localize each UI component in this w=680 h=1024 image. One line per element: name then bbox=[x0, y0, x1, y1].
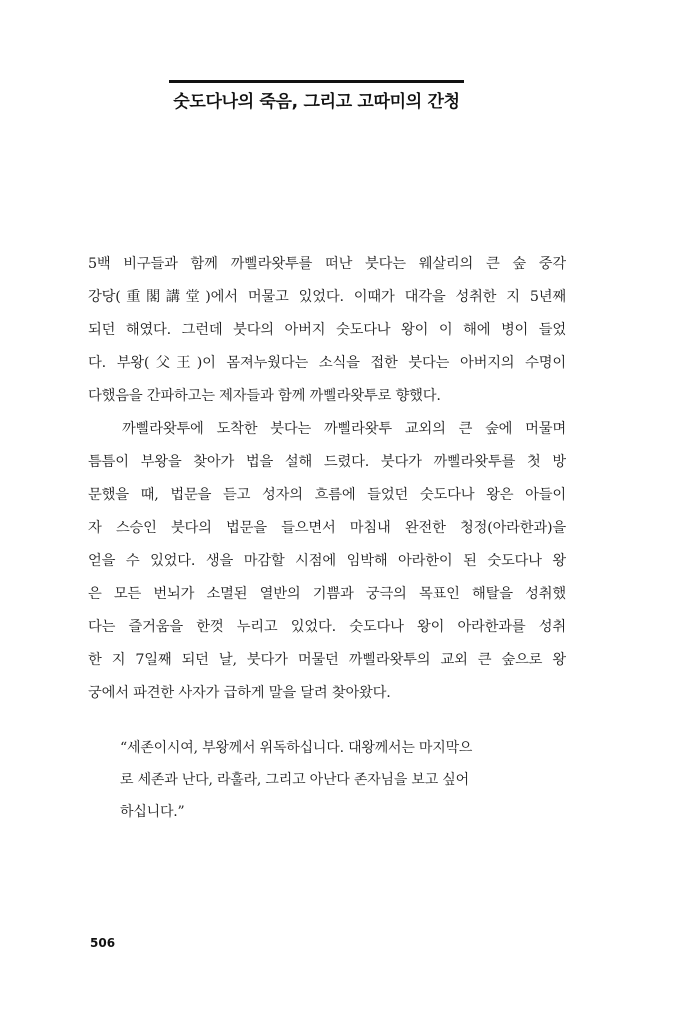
quote-line: 로 세존과 난다, 라훌라, 그리고 아난다 존자님을 보고 싶어 bbox=[120, 772, 469, 788]
body-text bbox=[88, 248, 566, 710]
body-line: 한 지 7일째 되던 날, 붓다가 머물던 까삘라왓투의 교외 큰 숲으로 왕 bbox=[88, 652, 566, 668]
body-line: 은 모든 번뇌가 소멸된 열반의 기쁨과 궁극의 목표인 해탈을 성취했 bbox=[88, 586, 566, 602]
body-line: 문했을 때, 법문을 듣고 성자의 흐름에 들었던 숫도다나 왕은 아들이 bbox=[88, 487, 566, 503]
body-line: 틈틈이 부왕을 찾아가 법을 설해 드렸다. 붓다가 까삘라왓투를 첫 방 bbox=[88, 454, 566, 470]
page-number: 506 bbox=[90, 936, 116, 950]
body-line: 자 스승인 붓다의 법문을 들으면서 마침내 완전한 청정(아라한과)을 bbox=[88, 520, 566, 536]
body-line: 까삘라왓투에 도착한 붓다는 까삘라왓투 교외의 큰 숲에 머물며 bbox=[122, 421, 566, 437]
body-line: 얻을 수 있었다. 생을 마감할 시점에 임박해 아라한이 된 숫도다나 왕 bbox=[88, 553, 566, 569]
quote-line: “세존이시여, 부왕께서 위독하십니다. 대왕께서는 마지막으 bbox=[120, 740, 473, 756]
body-line: 다했음을 간파하고는 제자들과 함께 까삘라왓투로 향했다. bbox=[88, 388, 441, 404]
body-line: 강당(重閣講堂)에서 머물고 있었다. 이때가 대각을 성취한 지 5년째 bbox=[88, 289, 566, 305]
quote-line: 하십니다.” bbox=[120, 804, 185, 820]
quote-block bbox=[120, 732, 540, 828]
chapter-title: 숫도다나의 죽음, 그리고 고따미의 간청 bbox=[173, 92, 460, 112]
body-line: 다. 부왕(父王)이 몸져누웠다는 소식을 접한 붓다는 아버지의 수명이 bbox=[88, 355, 566, 371]
body-line: 궁에서 파견한 사자가 급하게 말을 달려 찾아왔다. bbox=[88, 685, 391, 701]
body-line: 되던 해였다. 그런데 붓다의 아버지 숫도다나 왕이 이 해에 병이 들었 bbox=[88, 322, 566, 338]
title-rule bbox=[169, 80, 464, 83]
body-line: 5백 비구들과 함께 까삘라왓투를 떠난 붓다는 웨살리의 큰 숲 중각 bbox=[88, 256, 566, 272]
body-line: 다는 즐거움을 한껏 누리고 있었다. 숫도다나 왕이 아라한과를 성취 bbox=[88, 619, 566, 635]
